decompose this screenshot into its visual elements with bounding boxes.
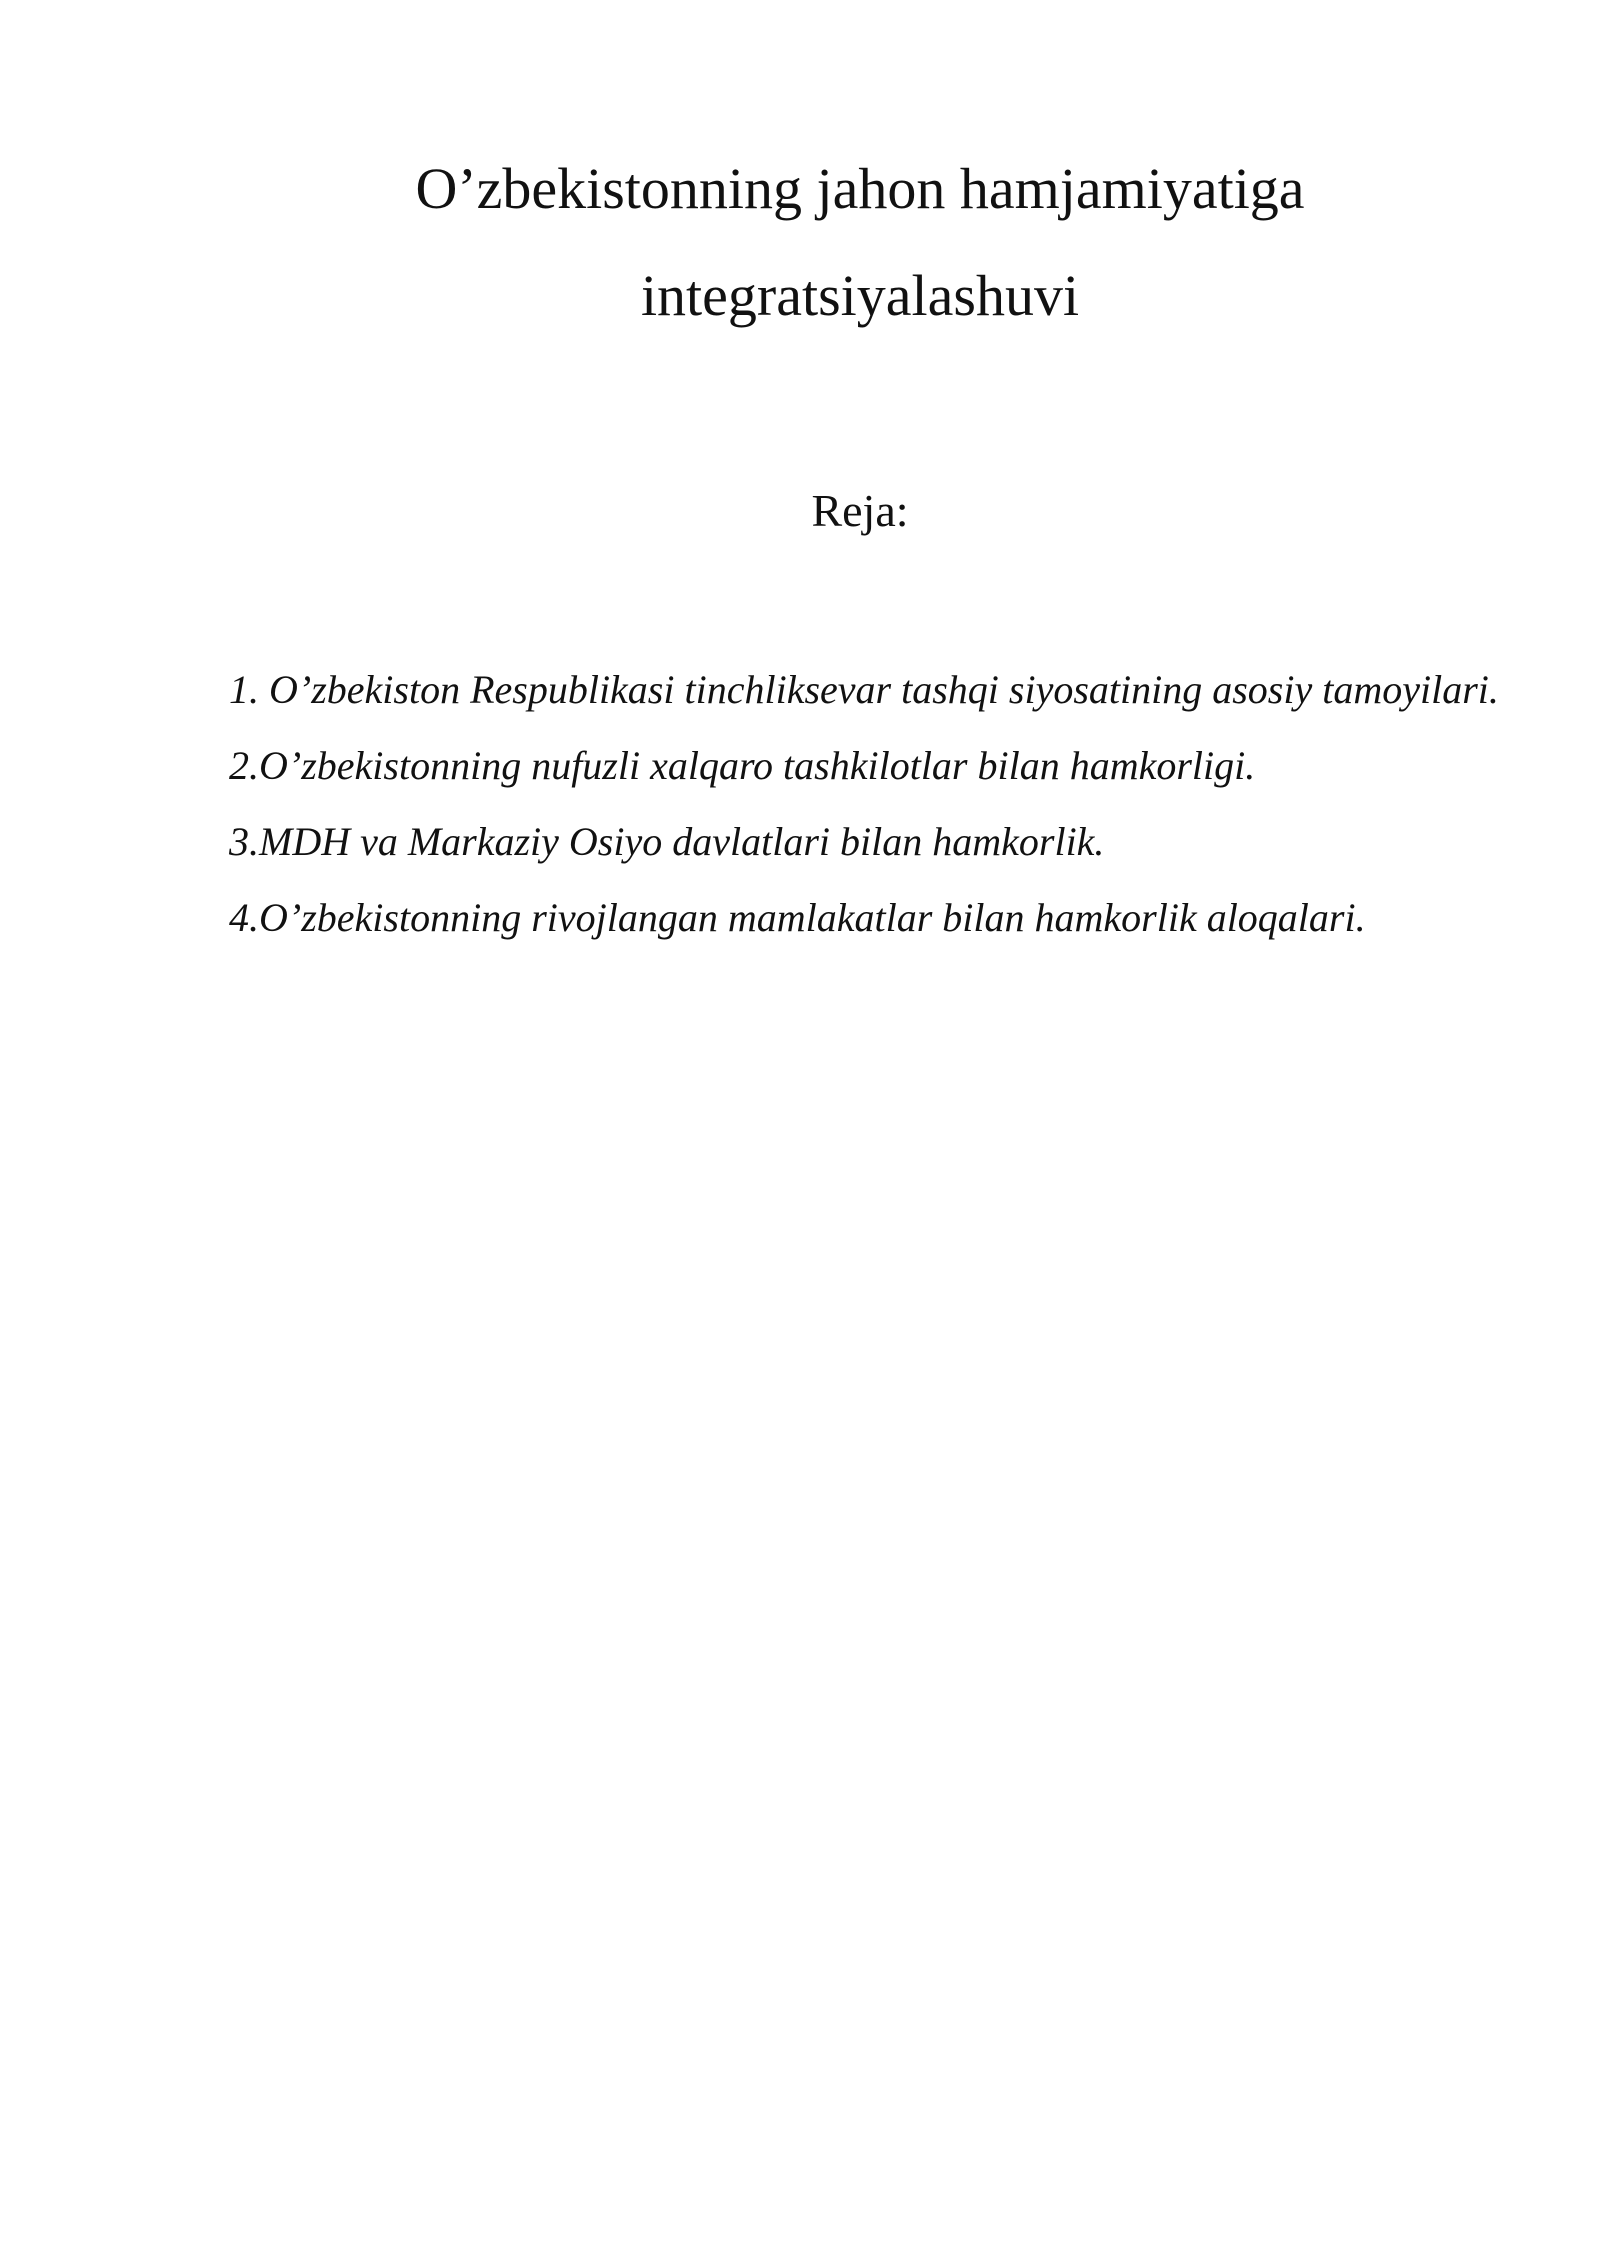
- plan-item-1: 1. O’zbekiston Respublikasi tinchliksevar tashqi siyosatining asosiy tamoyilari.: [229, 667, 1499, 712]
- document-title-line-1: O’zbekistonning jahon hamjamiyatiga: [415, 156, 1305, 221]
- plan-item-4: 4.O’zbekistonning rivojlangan mamlakatlar bilan hamkorlik aloqalari.: [229, 895, 1366, 940]
- plan-item-2: 2.O’zbekistonning nufuzli xalqaro tashkilotlar bilan hamkorligi.: [229, 743, 1256, 788]
- plan-list: [229, 652, 1529, 956]
- plan-item-3: 3.MDH va Markaziy Osiyo davlatlari bilan hamkorlik.: [229, 819, 1105, 864]
- plan-heading: Reja:: [811, 485, 909, 536]
- document-title-line-2: integratsiyalashuvi: [640, 263, 1080, 328]
